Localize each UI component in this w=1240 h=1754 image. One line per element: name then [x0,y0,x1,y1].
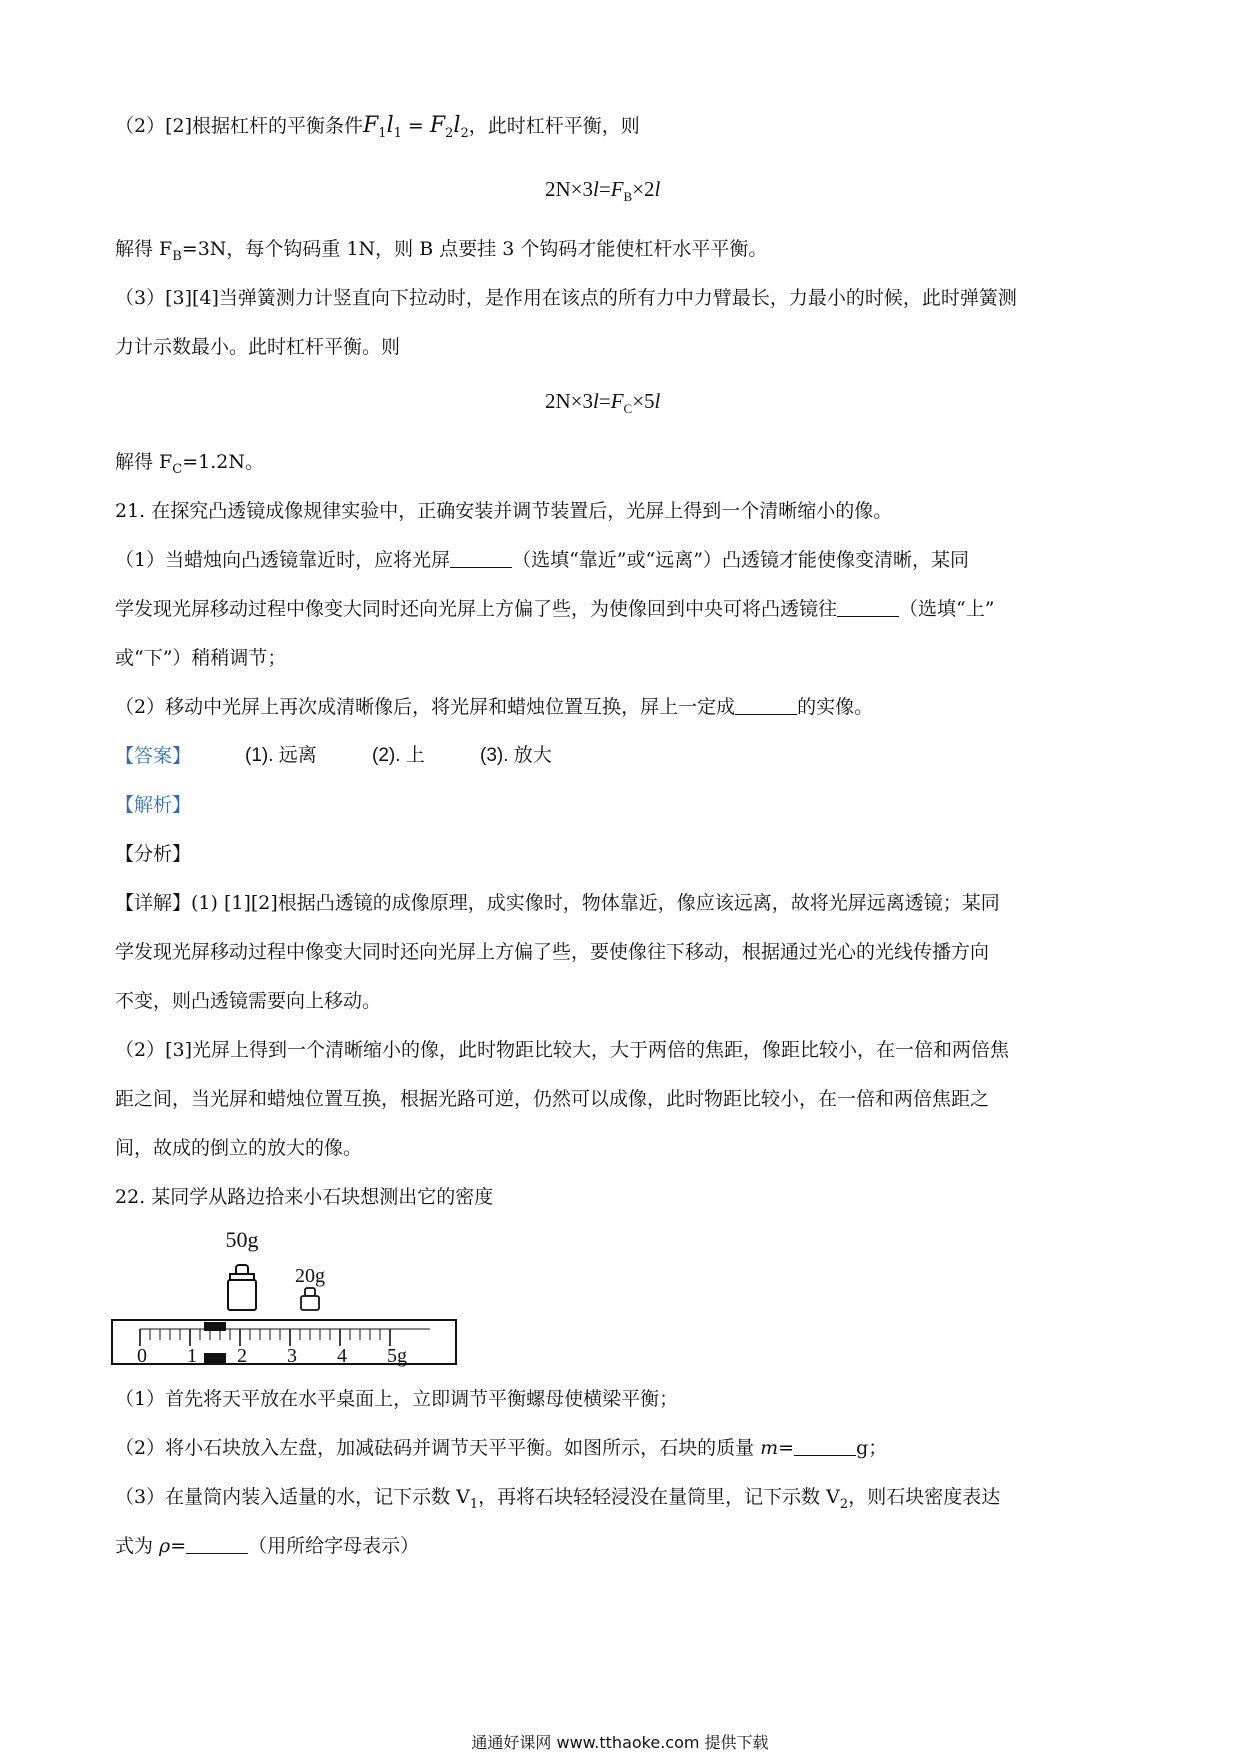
eq-part: l [654,389,661,413]
text: 解得 F [115,238,173,260]
sub: B [172,249,182,264]
text: （选填“上” [899,598,995,620]
formula-f2: F [429,113,446,138]
eq-sub: C [623,401,633,416]
fenxi-label: 【分析】 [115,843,192,865]
answer-1: (1). 远离 [245,745,317,766]
text: g； [856,1437,888,1459]
q20-line-5 [115,450,264,482]
q21-part1-line2 [115,597,994,621]
detail-line-1: 【详解】(1) [1][2]根据凸透镜的成像原理，成实像时，物体靠近，像应该远离，故将光屏远离透镜；某同 [115,892,1000,914]
sub: 2 [839,1497,849,1512]
sub: 1 [393,126,402,141]
eq-part: 2N×3 [545,177,594,201]
weight-small-label: 20g [295,1265,325,1287]
answer-blank[interactable] [837,598,899,617]
answer-blank[interactable] [186,1535,248,1554]
scale-tick-label: 5g [387,1345,407,1367]
eq-sub: B [623,189,633,204]
eq-part: F [610,177,624,201]
eq-part: F [610,389,624,413]
eq-part: = [598,177,611,201]
q20-line-2 [115,237,767,269]
answer-blank[interactable] [450,549,512,568]
scale-tick-label: 2 [237,1345,247,1367]
eq-part: l [654,177,661,201]
formula-eq: = [401,115,430,137]
q22-title: 22. 某同学从路边拾来小石块想测出它的密度 [115,1186,494,1208]
eq-part: = [598,389,611,413]
text: （2）[2]根据杠杆的平衡条件 [115,115,364,137]
sub: 1 [378,126,387,141]
text: =3N，每个钩码重 1N，则 B 点要挂 3 个钩码才能使杠杆水平平衡。 [181,238,768,260]
var-m: m [760,1437,779,1459]
eq-part: 2N×3 [545,389,594,413]
answer-label: 【答案】 [115,745,192,767]
var-rho: ρ [159,1535,171,1557]
text: =1.2N。 [182,451,264,473]
q22-part3 [115,1485,1000,1517]
formula-l2: l [453,113,461,138]
eq-part: l [593,389,599,413]
analysis-label: 【解析】 [115,794,192,816]
text: 学发现光屏移动过程中像变大同时还向光屏上方偏了些，为使像回到中央可将凸透镜往 [115,598,838,620]
scale-tick-label: 4 [337,1345,347,1367]
answer-2: (2). 上 [372,745,425,766]
rider-bottom [204,1353,226,1363]
sub: 2 [460,126,469,141]
q22-part1: （1）首先将天平放在水平桌面上，立即调节平衡螺母使横梁平衡； [115,1388,679,1410]
text: 式为 [115,1535,160,1557]
q20-line-4: 力计示数最小。此时杠杆平衡。则 [115,336,401,358]
sub: 2 [445,126,454,141]
q20-line-3: （3）[3][4]当弹簧测力计竖直向下拉动时，是作用在该点的所有力中力臂最长，力最小的时候，此时弹簧测 [115,287,1017,309]
q21-title: 21. 在探究凸透镜成像规律实验中，正确安装并调节装置后，光屏上得到一个清晰缩小的像。 [115,500,893,522]
detail-line-6: 间，故成的倒立的放大的像。 [115,1137,363,1159]
formula-l1: l [386,113,394,138]
text: = [778,1437,795,1459]
text: 的实像。 [797,696,874,718]
q21-part2 [115,695,873,719]
formula-f1: F [363,113,379,138]
scale-tick-label: 0 [137,1345,147,1367]
eq-part: ×2 [632,177,655,201]
scale-tick-label: 1 [187,1345,197,1367]
footer: 通通好课网 www.tthaoke.com 提供下载 [471,1733,769,1752]
q20-line-1 [115,114,640,146]
sub: 1 [469,1497,479,1512]
text: （2）将小石块放入左盘，加减砝码并调节天平平衡。如图所示，石块的质量 [115,1437,761,1459]
equation-1 [545,176,660,210]
text: = [170,1535,187,1557]
text: ，再将石块轻轻浸没在量筒里，记下示数 V [478,1486,840,1508]
equation-2 [545,388,660,422]
answer-blank[interactable] [735,696,797,715]
scale-tick-label: 3 [287,1345,297,1367]
text: （2）移动中光屏上再次成清晰像后，将光屏和蜡烛位置互换，屏上一定成 [115,696,736,718]
text: ，则石块密度表达 [848,1486,1001,1508]
weight-20g [301,1288,319,1310]
detail-line-4: （2）[3]光屏上得到一个清晰缩小的像，此时物距比较大，大于两倍的焦距，像距比较小，在一倍和两倍焦 [115,1039,1010,1061]
rider-top [204,1322,226,1331]
weight-50g [228,1265,256,1310]
text: （选填“靠近”或“远离”）凸透镜才能使像变清晰，某同 [512,549,969,571]
q21-part1-line1 [115,548,969,572]
text: ，此时杠杆平衡，则 [468,115,640,137]
detail-line-3: 不变，则凸透镜需要向上移动。 [115,990,382,1012]
weight-big-label: 50g [225,1227,259,1252]
eq-part: ×5 [632,389,655,413]
sub: C [172,462,183,477]
text: （1）当蜡烛向凸透镜靠近时，应将光屏 [115,549,451,571]
eq-part: l [593,177,599,201]
q22-part2 [115,1436,887,1460]
balance-figure [110,1225,470,1375]
text: 解得 F [115,451,173,473]
answer-blank[interactable] [794,1437,856,1456]
q21-part1-line3: 或“下”）稍稍调节； [115,647,287,669]
answer-3: (3). 放大 [480,745,552,766]
text: （用所给字母表示） [248,1535,420,1557]
detail-line-5: 距之间，当光屏和蜡烛位置互换，根据光路可逆，仍然可以成像，此时物距比较小，在一倍和两倍焦距之 [115,1088,990,1110]
detail-line-2: 学发现光屏移动过程中像变大同时还向光屏上方偏了些，要使像往下移动，根据通过光心的光线传播方向 [115,941,990,963]
text: （3）在量筒内装入适量的水，记下示数 V [115,1486,470,1508]
q22-part4 [115,1534,419,1558]
